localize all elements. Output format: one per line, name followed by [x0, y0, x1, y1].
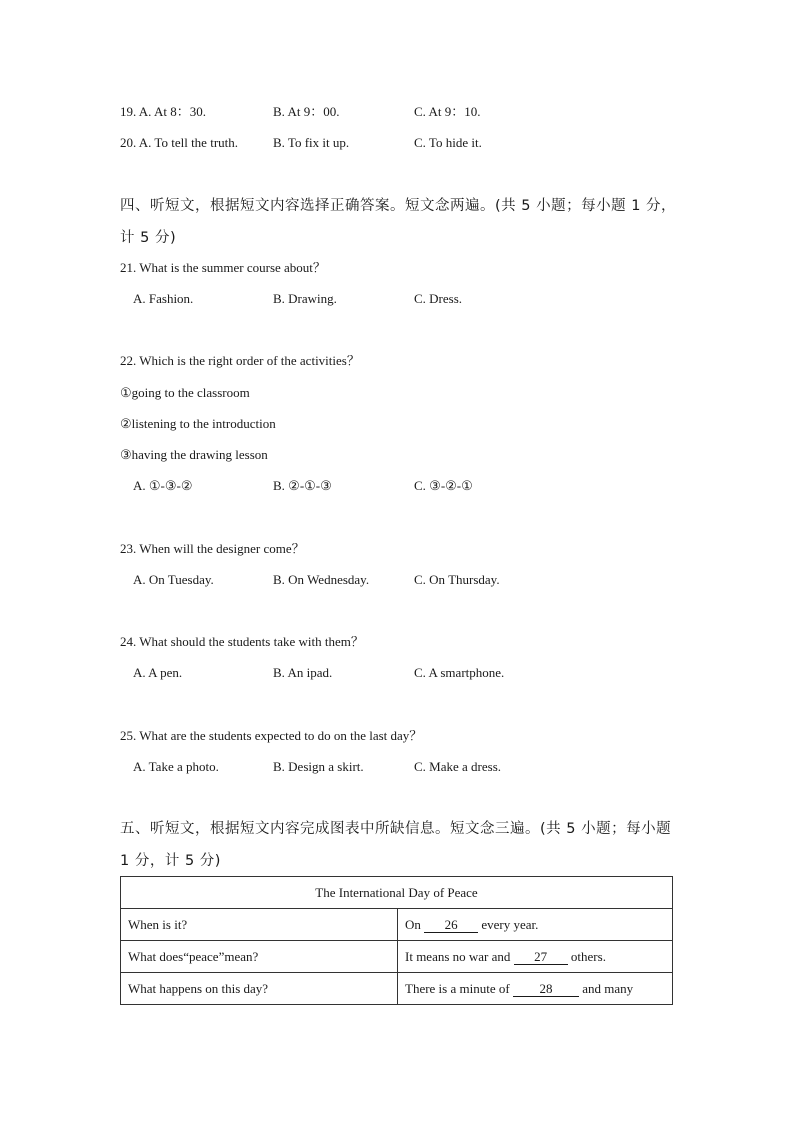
question-20-option-b: B. To fix it up. [273, 135, 350, 150]
table-row [121, 909, 673, 941]
question-21-option-a: A. Fashion. [133, 291, 194, 306]
question-23-option-a: A. On Tuesday. [133, 572, 214, 587]
question-19-option-c: C. At 9：10. [414, 104, 481, 119]
question-25-option-c: C. Make a dress. [414, 759, 502, 774]
answer-prefix: There is a minute of [405, 980, 513, 996]
table-title-row [121, 877, 673, 909]
answer-prefix: On [405, 916, 425, 932]
question-22-step-3: ③having the drawing lesson [120, 447, 268, 462]
question-23-stem: 23. When will the designer come？ [120, 541, 305, 556]
answer-blank-27[interactable]: 27 [514, 950, 568, 965]
table-answer-cell [398, 909, 673, 941]
question-21-option-b: B. Drawing. [273, 291, 337, 306]
table-question-cell: What happens on this day? [121, 973, 398, 1005]
answer-blank-28[interactable]: 28 [513, 982, 579, 997]
table-title: The International Day of Peace [121, 877, 673, 909]
info-table [120, 876, 673, 1005]
question-25-stem: 25. What are the students expected to do on the last day？ [120, 728, 423, 743]
table-question-cell: What does“peace”mean? [121, 941, 398, 973]
question-24-option-b: B. An ipad. [273, 665, 333, 680]
answer-suffix: every year. [481, 916, 539, 932]
table-answer-cell [398, 941, 673, 973]
question-22-stem: 22. Which is the right order of the activities？ [120, 353, 360, 368]
table-question-cell: When is it? [121, 909, 398, 941]
table-row [121, 973, 673, 1005]
question-19-option-b: B. At 9：00. [273, 104, 340, 119]
question-21-option-c: C. Dress. [414, 291, 463, 306]
question-22-option-a: A. ①-③-② [133, 478, 193, 493]
question-22-option-b: B. ②-①-③ [273, 478, 332, 493]
question-19-option-a: 19. A. At 8：30. [120, 104, 206, 119]
question-22-step-2: ②listening to the introduction [120, 416, 276, 431]
question-24-option-a: A. A pen. [133, 665, 183, 680]
question-22-option-c: C. ③-②-① [414, 478, 473, 493]
answer-suffix: and many [582, 980, 634, 996]
answer-blank-26[interactable]: 26 [424, 918, 478, 933]
section-4-heading: 四、听短文，根据短文内容选择正确答案。短文念两遍。(共 5 小题；每小题 1 分，计 5 分) [120, 198, 677, 246]
question-22-step-1: ①going to the classroom [120, 385, 250, 400]
question-24-stem: 24. What should the students take with them？ [120, 634, 364, 649]
question-23-option-b: B. On Wednesday. [273, 572, 370, 587]
question-20-option-c: C. To hide it. [414, 135, 482, 150]
section-5-heading: 五、听短文，根据短文内容完成图表中所缺信息。短文念三遍。(共 5 小题；每小题 1 分，计 5 分) [120, 821, 672, 869]
table-row [121, 941, 673, 973]
question-21-stem: 21. What is the summer course about？ [120, 260, 326, 275]
question-24-option-c: C. A smartphone. [414, 665, 505, 680]
table-answer-cell [398, 973, 673, 1005]
answer-suffix: others. [570, 948, 606, 964]
question-25-option-a: A. Take a photo. [133, 759, 219, 774]
question-23-option-c: C. On Thursday. [414, 572, 500, 587]
answer-prefix: It means no war and [405, 948, 514, 964]
question-25-option-b: B. Design a skirt. [273, 759, 364, 774]
question-20-option-a: 20. A. To tell the truth. [120, 135, 239, 150]
